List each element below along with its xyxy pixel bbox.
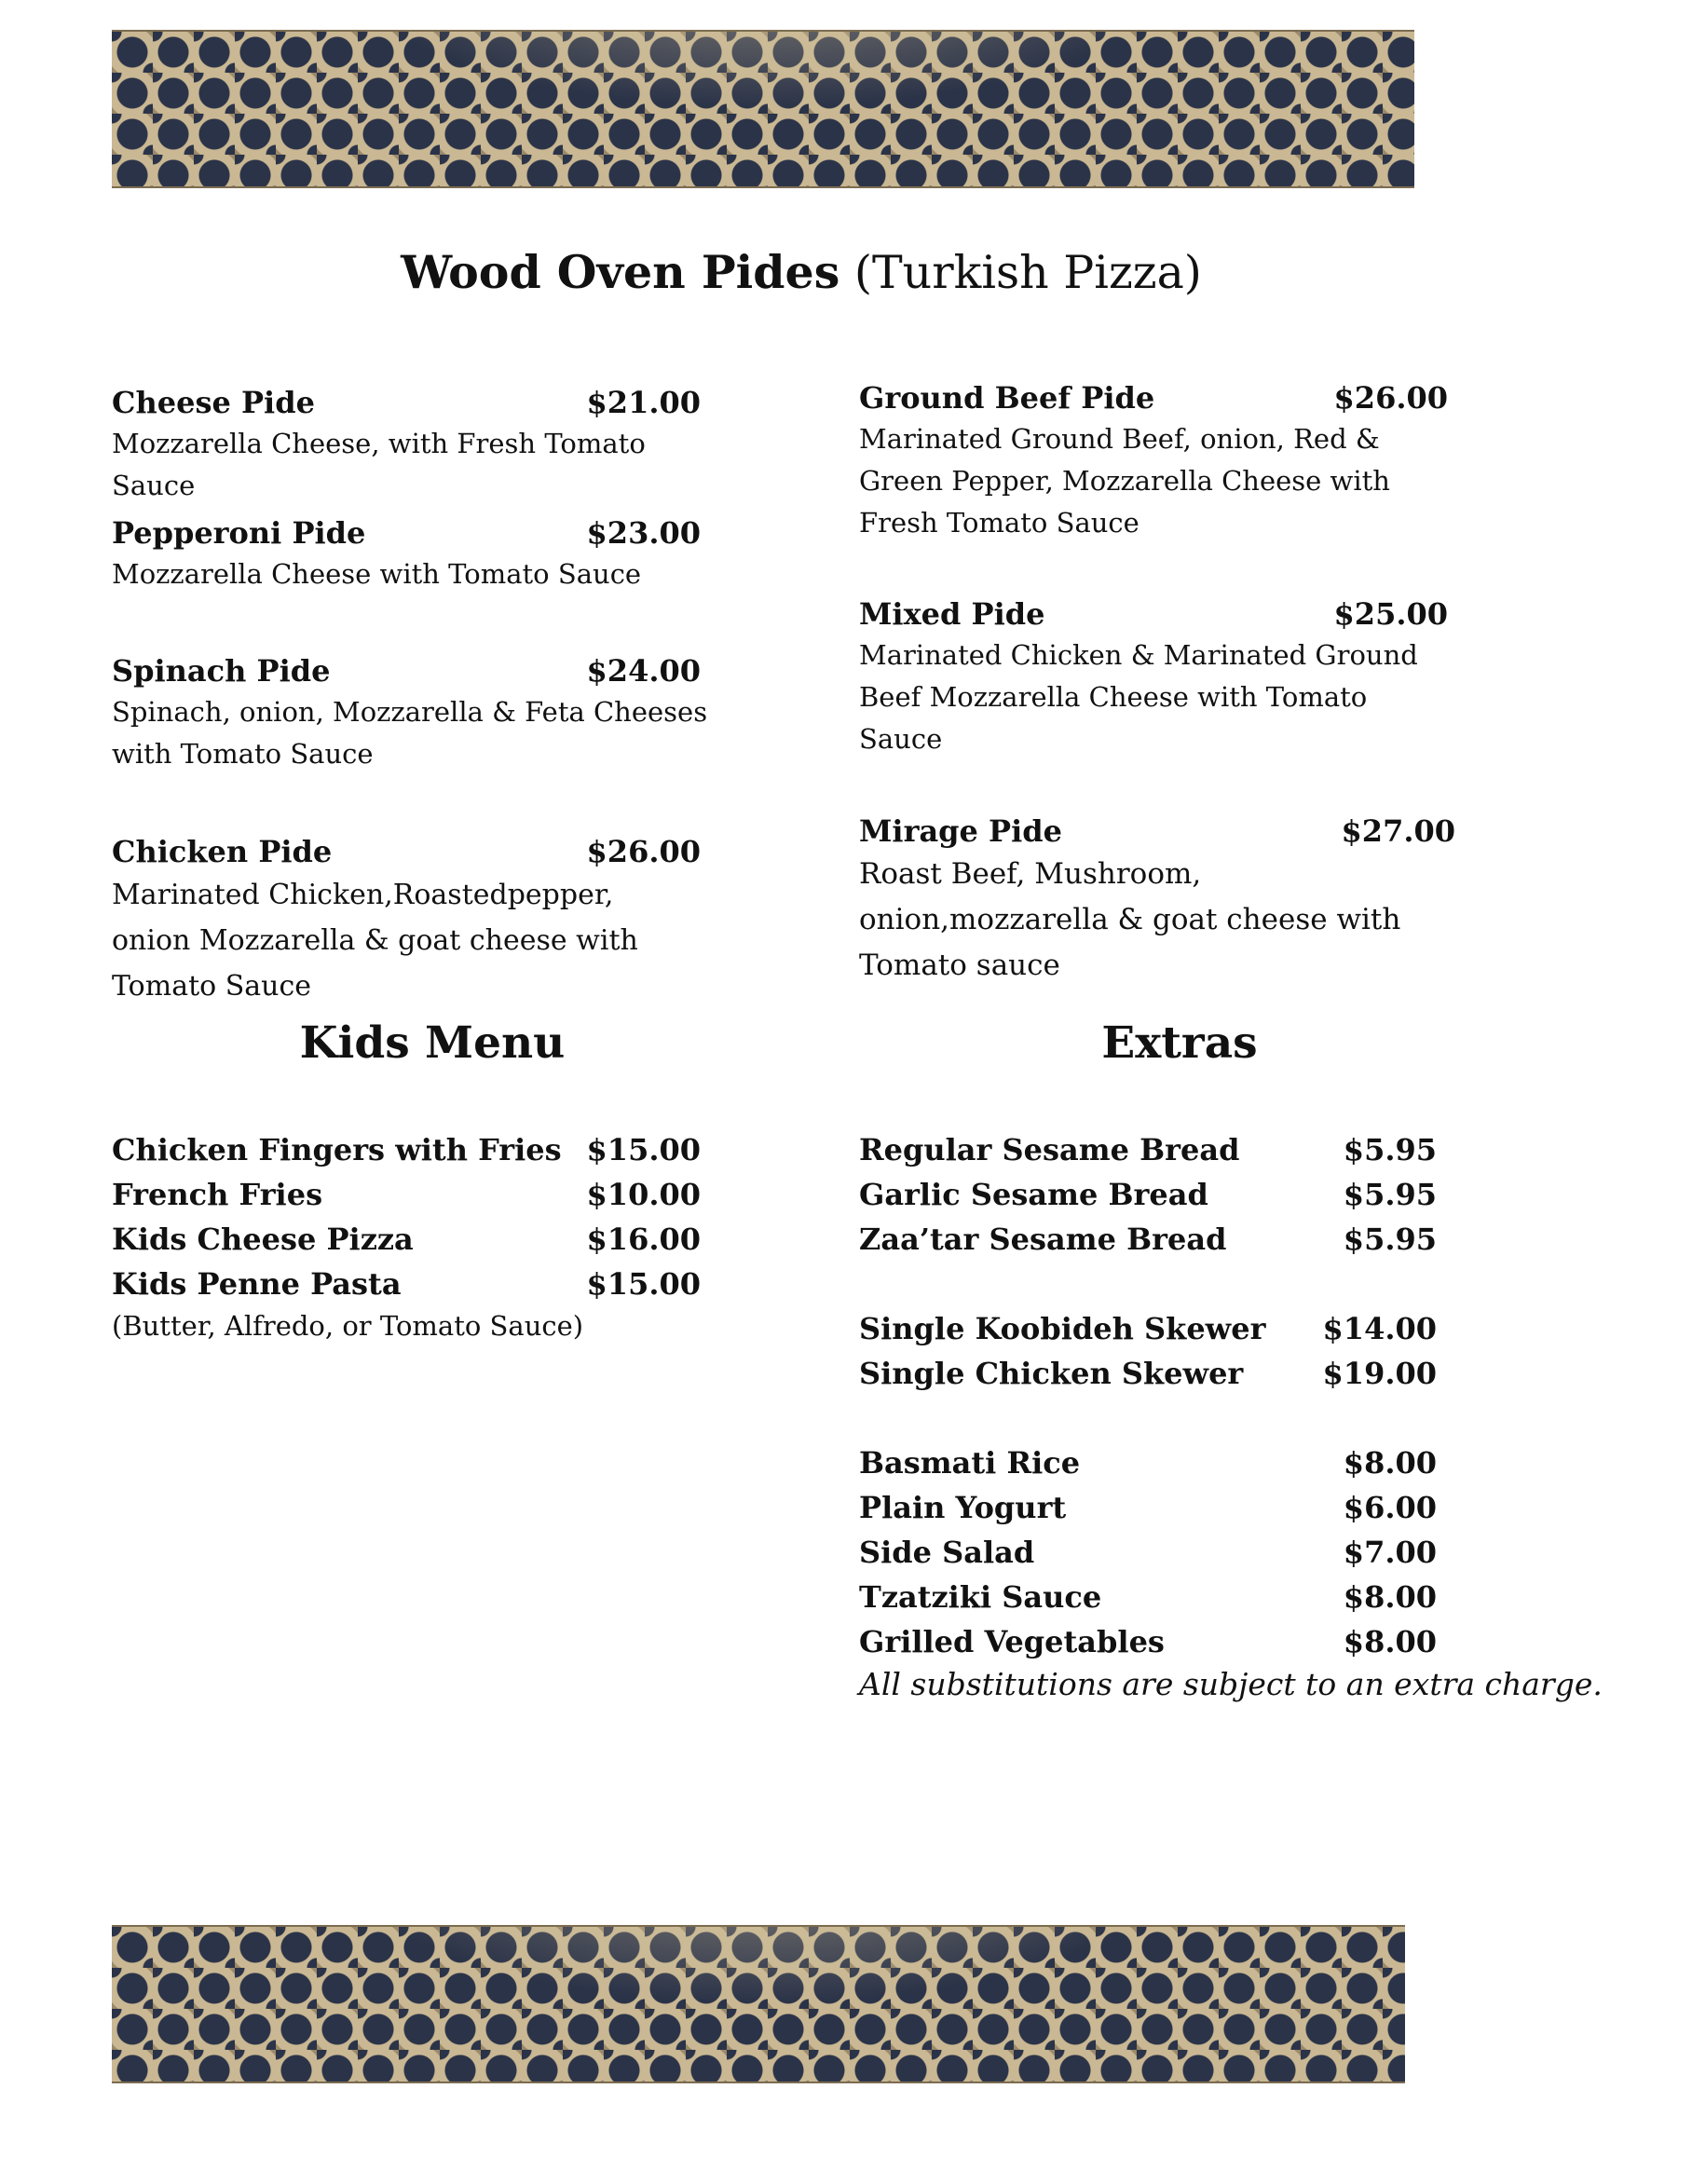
item-price: $5.95 (1343, 1177, 1437, 1212)
item-description: Marinated Chicken & Marinated Ground Beef Mozzarella Cheese with Tomato Sauce (859, 639, 1418, 755)
list-item (859, 1127, 1437, 1172)
item-name: French Fries (112, 1177, 323, 1212)
item-price: $25.00 (1333, 596, 1448, 632)
item-description: Spinach, onion, Mozzarella & Feta Cheeses with Tomato Sauce (112, 696, 708, 770)
item-description: Marinated Ground Beef, onion, Red & Green Pepper, Mozzarella Cheese with Fresh Tomato Sauce (859, 423, 1390, 539)
item-description: Marinated Chicken,Roastedpepper, onion Mozzarella & goat cheese with Tomato Sauce (112, 879, 638, 1003)
kids-pasta-note: (Butter, Alfredo, or Tomato Sauce) (112, 1310, 584, 1342)
top-pattern-banner (112, 30, 1414, 188)
bottom-pattern-banner (112, 1925, 1405, 2083)
list-item (112, 1262, 701, 1306)
list-item (859, 1530, 1437, 1575)
list-item (859, 1217, 1437, 1262)
item-description: Mozzarella Cheese, with Fresh Tomato Sauce (112, 428, 646, 501)
item-name: Grilled Vegetables (859, 1624, 1165, 1659)
item-price: $24.00 (586, 653, 701, 689)
list-item (859, 1619, 1437, 1664)
item-price: $8.00 (1343, 1579, 1437, 1615)
item-name: Mirage Pide (859, 813, 1062, 849)
item-price: $14.00 (1322, 1311, 1437, 1346)
menu-item-spinach-pide (112, 650, 708, 775)
item-name: Single Koobideh Skewer (859, 1311, 1266, 1346)
menu-item-mirage-pide (859, 811, 1455, 989)
item-description: Mozzarella Cheese with Tomato Sauce (112, 558, 642, 590)
item-name: Tzatziki Sauce (859, 1579, 1102, 1615)
item-name: Spinach Pide (112, 653, 331, 689)
item-name: Side Salad (859, 1535, 1035, 1570)
item-price: $23.00 (586, 515, 701, 551)
item-name: Kids Penne Pasta (112, 1266, 402, 1302)
list-item (859, 1440, 1437, 1485)
item-name: Plain Yogurt (859, 1490, 1067, 1525)
item-price: $21.00 (586, 385, 701, 420)
item-price: $7.00 (1343, 1535, 1437, 1570)
title-subtitle: (Turkish Pizza) (839, 246, 1202, 299)
item-name: Single Chicken Skewer (859, 1356, 1244, 1391)
menu-item-pepperoni-pide (112, 512, 701, 595)
list-item (112, 1217, 701, 1262)
item-name: Pepperoni Pide (112, 515, 366, 551)
item-price: $16.00 (586, 1222, 701, 1257)
item-price: $26.00 (1333, 380, 1448, 416)
list-item (859, 1485, 1437, 1530)
item-price: $15.00 (586, 1266, 701, 1302)
page-title (0, 244, 1603, 301)
item-price: $5.95 (1343, 1222, 1437, 1257)
menu-item-chicken-pide (112, 831, 701, 1009)
list-item (859, 1351, 1437, 1396)
substitution-disclaimer: All substitutions are subject to an extra charge. (859, 1666, 1603, 1702)
menu-item-ground-beef-pide (859, 377, 1448, 544)
menu-item-cheese-pide (112, 382, 701, 507)
item-name: Mixed Pide (859, 596, 1045, 632)
kids-menu-list (112, 1127, 701, 1345)
item-description: Roast Beef, Mushroom, onion,mozzarella & goat cheese with Tomato sauce (859, 857, 1401, 982)
list-item (859, 1575, 1437, 1619)
item-price: $15.00 (586, 1132, 701, 1167)
title-strong: Wood Oven Pides (401, 245, 840, 299)
kids-menu-title: Kids Menu (299, 1017, 566, 1069)
extras-list (859, 1127, 1603, 1705)
list-item (859, 1306, 1437, 1351)
item-price: $8.00 (1343, 1445, 1437, 1481)
item-price: $27.00 (1341, 813, 1455, 849)
item-name: Cheese Pide (112, 385, 315, 420)
item-name: Ground Beef Pide (859, 380, 1155, 416)
item-name: Kids Cheese Pizza (112, 1222, 414, 1257)
list-item (859, 1172, 1437, 1217)
item-price: $6.00 (1343, 1490, 1437, 1525)
item-price: $5.95 (1343, 1132, 1437, 1167)
extras-title: Extras (1101, 1017, 1258, 1069)
item-name: Chicken Pide (112, 834, 333, 869)
list-item (112, 1127, 701, 1172)
item-price: $8.00 (1343, 1624, 1437, 1659)
menu-item-mixed-pide (859, 594, 1448, 760)
list-item (112, 1172, 701, 1217)
item-name: Regular Sesame Bread (859, 1132, 1240, 1167)
item-name: Chicken Fingers with Fries (112, 1132, 562, 1167)
item-name: Garlic Sesame Bread (859, 1177, 1208, 1212)
item-price: $10.00 (586, 1177, 701, 1212)
item-price: $19.00 (1322, 1356, 1437, 1391)
item-name: Zaa’tar Sesame Bread (859, 1222, 1227, 1257)
item-price: $26.00 (586, 834, 701, 869)
item-name: Basmati Rice (859, 1445, 1081, 1481)
